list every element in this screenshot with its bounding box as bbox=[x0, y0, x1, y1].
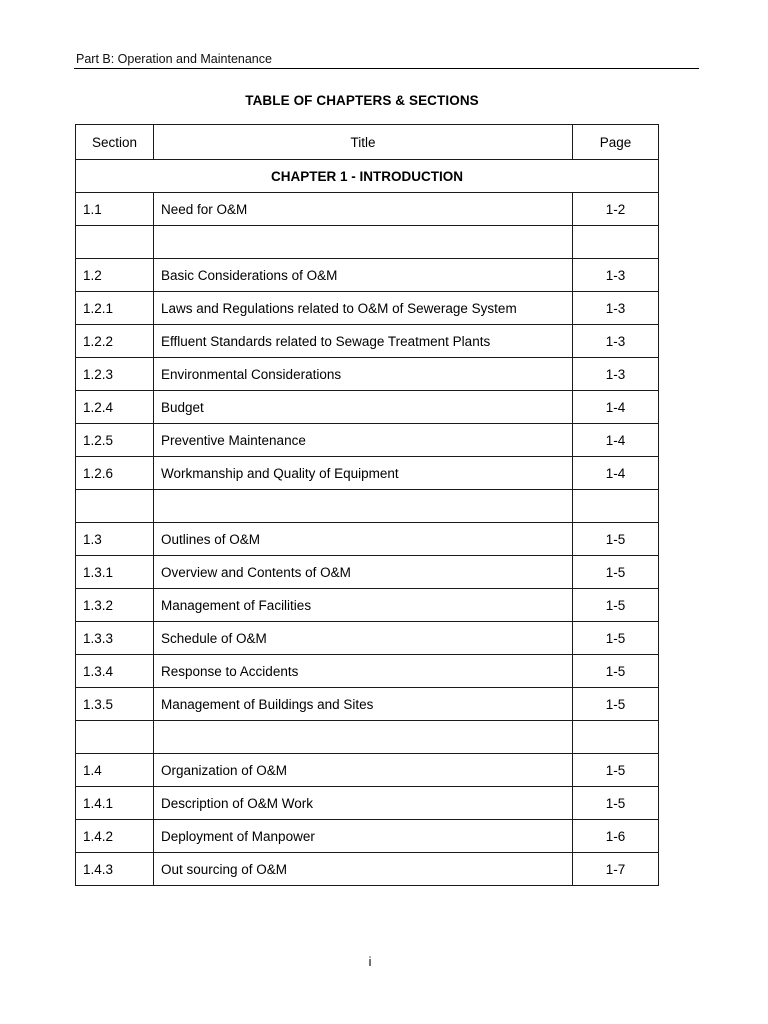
table-row bbox=[76, 754, 659, 787]
spacer-row bbox=[76, 721, 659, 754]
section-number: 1.3.1 bbox=[76, 556, 154, 589]
table-row bbox=[76, 259, 659, 292]
section-title: Management of Facilities bbox=[154, 589, 573, 622]
page-ref bbox=[573, 490, 659, 523]
section-number: 1.4 bbox=[76, 754, 154, 787]
page-ref: 1-3 bbox=[573, 325, 659, 358]
table-row bbox=[76, 853, 659, 886]
table-row bbox=[76, 622, 659, 655]
page-ref: 1-5 bbox=[573, 523, 659, 556]
section-title: Need for O&M bbox=[154, 193, 573, 226]
page-number: i bbox=[368, 955, 372, 969]
running-header: Part B: Operation and Maintenance bbox=[76, 52, 272, 66]
table-row bbox=[76, 556, 659, 589]
table-row bbox=[76, 457, 659, 490]
section-number: 1.2.3 bbox=[76, 358, 154, 391]
section-number: 1.1 bbox=[76, 193, 154, 226]
section-title: Deployment of Manpower bbox=[154, 820, 573, 853]
table-row bbox=[76, 787, 659, 820]
section-number: 1.2.4 bbox=[76, 391, 154, 424]
section-title: Laws and Regulations related to O&M of Sewerage System bbox=[154, 292, 573, 325]
section-number: 1.4.3 bbox=[76, 853, 154, 886]
section-number: 1.3.3 bbox=[76, 622, 154, 655]
section-title: Workmanship and Quality of Equipment bbox=[154, 457, 573, 490]
section-title: Budget bbox=[154, 391, 573, 424]
section-number bbox=[76, 490, 154, 523]
page-ref: 1-3 bbox=[573, 259, 659, 292]
page-ref: 1-4 bbox=[573, 391, 659, 424]
section-title: Environmental Considerations bbox=[154, 358, 573, 391]
section-title bbox=[154, 721, 573, 754]
section-title: Response to Accidents bbox=[154, 655, 573, 688]
spacer-row bbox=[76, 490, 659, 523]
section-title: Preventive Maintenance bbox=[154, 424, 573, 457]
chapter-heading: CHAPTER 1 - INTRODUCTION bbox=[76, 160, 659, 193]
section-title bbox=[154, 226, 573, 259]
section-number: 1.3.4 bbox=[76, 655, 154, 688]
column-header-page: Page bbox=[573, 125, 659, 160]
page-ref: 1-5 bbox=[573, 655, 659, 688]
page-ref: 1-5 bbox=[573, 688, 659, 721]
table-row bbox=[76, 589, 659, 622]
table-row bbox=[76, 655, 659, 688]
page-ref: 1-7 bbox=[573, 853, 659, 886]
page-ref: 1-3 bbox=[573, 292, 659, 325]
section-title: Management of Buildings and Sites bbox=[154, 688, 573, 721]
section-number: 1.2.2 bbox=[76, 325, 154, 358]
section-title bbox=[154, 490, 573, 523]
page-ref bbox=[573, 226, 659, 259]
table-row bbox=[76, 391, 659, 424]
section-number: 1.3.2 bbox=[76, 589, 154, 622]
section-number: 1.3 bbox=[76, 523, 154, 556]
section-title: Effluent Standards related to Sewage Treatment Plants bbox=[154, 325, 573, 358]
section-title: Basic Considerations of O&M bbox=[154, 259, 573, 292]
page-ref: 1-5 bbox=[573, 622, 659, 655]
table-row bbox=[76, 193, 659, 226]
section-title: Description of O&M Work bbox=[154, 787, 573, 820]
section-number: 1.3.5 bbox=[76, 688, 154, 721]
toc-table bbox=[75, 124, 659, 886]
table-row bbox=[76, 523, 659, 556]
document-title: TABLE OF CHAPTERS & SECTIONS bbox=[245, 93, 479, 108]
table-row bbox=[76, 358, 659, 391]
section-number: 1.4.1 bbox=[76, 787, 154, 820]
table-row bbox=[76, 292, 659, 325]
page-ref: 1-5 bbox=[573, 754, 659, 787]
section-title: Out sourcing of O&M bbox=[154, 853, 573, 886]
section-number bbox=[76, 226, 154, 259]
table-row bbox=[76, 820, 659, 853]
page-ref: 1-5 bbox=[573, 556, 659, 589]
page-ref: 1-6 bbox=[573, 820, 659, 853]
table-row bbox=[76, 688, 659, 721]
section-number: 1.2.1 bbox=[76, 292, 154, 325]
table-row bbox=[76, 325, 659, 358]
page-ref: 1-2 bbox=[573, 193, 659, 226]
column-header-section: Section bbox=[76, 125, 154, 160]
toc-header-row bbox=[76, 125, 659, 160]
page-ref: 1-3 bbox=[573, 358, 659, 391]
section-title: Overview and Contents of O&M bbox=[154, 556, 573, 589]
chapter-heading-row bbox=[76, 160, 659, 193]
section-number: 1.2 bbox=[76, 259, 154, 292]
section-number bbox=[76, 721, 154, 754]
section-title: Outlines of O&M bbox=[154, 523, 573, 556]
page-ref: 1-4 bbox=[573, 457, 659, 490]
spacer-row bbox=[76, 226, 659, 259]
header-rule bbox=[74, 68, 699, 69]
section-title: Organization of O&M bbox=[154, 754, 573, 787]
page-ref bbox=[573, 721, 659, 754]
section-title: Schedule of O&M bbox=[154, 622, 573, 655]
page-ref: 1-5 bbox=[573, 787, 659, 820]
section-number: 1.2.6 bbox=[76, 457, 154, 490]
page-ref: 1-4 bbox=[573, 424, 659, 457]
column-header-title: Title bbox=[154, 125, 573, 160]
table-row bbox=[76, 424, 659, 457]
section-number: 1.2.5 bbox=[76, 424, 154, 457]
page-ref: 1-5 bbox=[573, 589, 659, 622]
section-number: 1.4.2 bbox=[76, 820, 154, 853]
